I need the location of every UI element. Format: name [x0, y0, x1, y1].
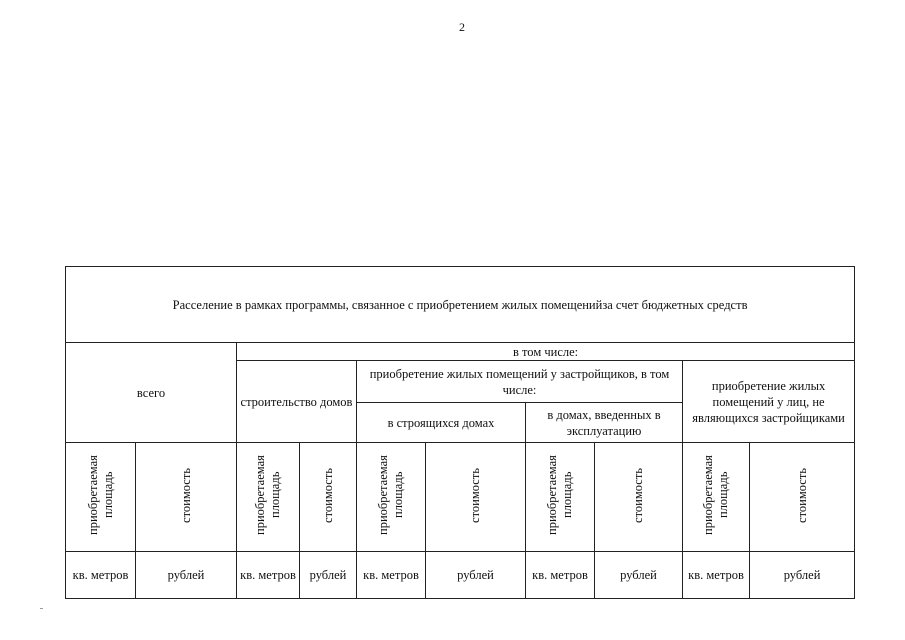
construction-header: строительство домов [237, 361, 357, 443]
column-header [357, 443, 426, 552]
unit-cell: рублей [136, 552, 237, 599]
including-header: в том числе: [237, 343, 855, 361]
column-header-text: приобретаемая площадь [545, 455, 574, 535]
page-number: 2 [459, 20, 465, 34]
column-header-text: приобретаемая площадь [253, 455, 282, 535]
column-header [237, 443, 300, 552]
column-header [66, 443, 136, 552]
under-construction-header: в строящихся домах [357, 403, 526, 443]
column-header [526, 443, 595, 552]
unit-cell: кв. метров [526, 552, 595, 599]
column-header-text: приобретаемая площадь [85, 455, 115, 535]
total-header: всего [66, 343, 237, 443]
developers-header: приобретение жилых помещений у застройщиков, в том числе: [357, 361, 683, 403]
unit-cell: кв. метров [357, 552, 426, 599]
unit-cell: кв. метров [237, 552, 300, 599]
unit-cell: рублей [750, 552, 855, 599]
unit-cell: рублей [300, 552, 357, 599]
column-header [300, 443, 357, 552]
unit-cell: кв. метров [66, 552, 136, 599]
column-header [750, 443, 855, 552]
column-header-text: стоимость [631, 467, 645, 523]
non-developers-header: приобретение жилых помещений у лиц, не являющихся застройщиками [683, 361, 855, 443]
column-header-text: приобретаемая площадь [701, 455, 730, 535]
commissioned-header: в домах, введенных в эксплуатацию [526, 403, 683, 443]
unit-cell: кв. метров [683, 552, 750, 599]
column-header-text: стоимость [468, 467, 482, 523]
column-header [426, 443, 526, 552]
unit-cell: рублей [426, 552, 526, 599]
column-header-text: стоимость [178, 467, 193, 523]
scan-mark [40, 608, 43, 609]
resettlement-table [65, 266, 855, 599]
column-header-text: приобретаемая площадь [376, 455, 405, 535]
column-header [683, 443, 750, 552]
column-header [136, 443, 237, 552]
column-header-text: стоимость [320, 467, 335, 523]
column-header-text: стоимость [794, 467, 809, 523]
unit-cell: рублей [595, 552, 683, 599]
table-title: Расселение в рамках программы, связанное с приобретением жилых помещенийза счет бюджетных средств [66, 267, 855, 343]
column-header [595, 443, 683, 552]
